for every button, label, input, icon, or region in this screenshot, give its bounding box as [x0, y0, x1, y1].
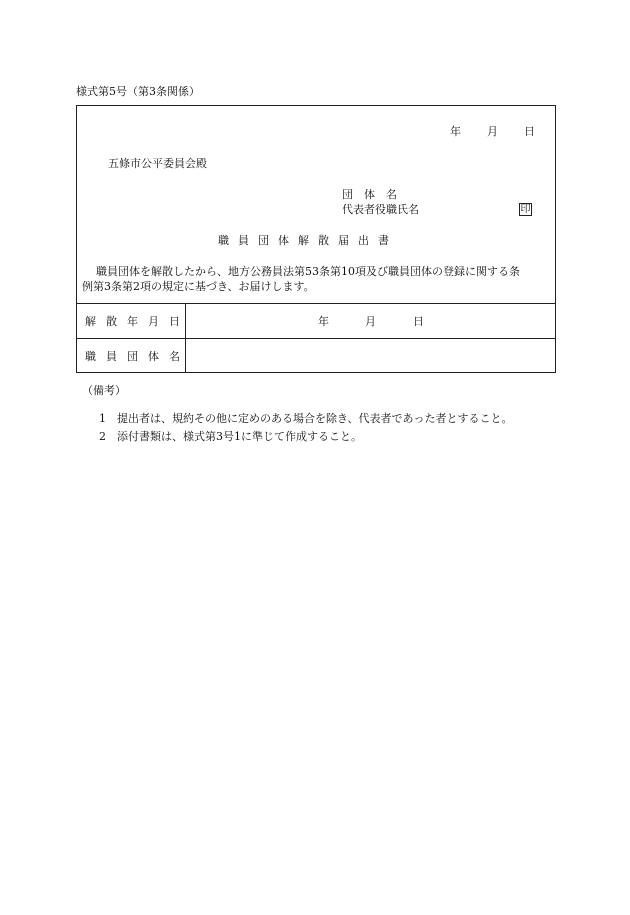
seal-mark: 印 [520, 204, 531, 215]
form-number: 様式第5号（第3条関係） [76, 85, 200, 98]
table-top-border [77, 303, 555, 304]
union-name-label: 職員団体名 [85, 350, 190, 363]
date-year: 年 [450, 125, 461, 138]
document-title: 職員団体解散届出書 [218, 234, 398, 247]
dissolution-day: 日 [413, 315, 424, 328]
note-2-number: 2 [99, 430, 106, 443]
note-2-text: 添付書類は、様式第3号1に準じて作成すること。 [117, 430, 362, 443]
date-month: 月 [487, 125, 498, 138]
dissolution-month: 月 [365, 315, 376, 328]
note-1-number: 1 [99, 412, 106, 425]
dissolution-year: 年 [318, 315, 329, 328]
body-text-line-1: 職員団体を解散したから、地方公務員法第53条第10項及び職員団体の登録に関する条 [96, 265, 520, 278]
form-box [76, 105, 556, 373]
table-row-divider [77, 338, 555, 339]
notes-heading: （備考） [82, 384, 126, 397]
note-1-text: 提出者は、規約その他に定めのある場合を除き、代表者であった者とすること。 [117, 412, 513, 425]
body-text-line-2: 例第3条第2項の規定に基づき、お届けします。 [82, 280, 315, 293]
date-day: 日 [524, 125, 535, 138]
org-name-label: 団 体 名 [342, 188, 397, 201]
dissolution-date-label: 解散年月日 [85, 315, 190, 328]
representative-label: 代表者役職氏名 [342, 203, 419, 216]
addressee: 五條市公平委員会殿 [108, 157, 207, 170]
